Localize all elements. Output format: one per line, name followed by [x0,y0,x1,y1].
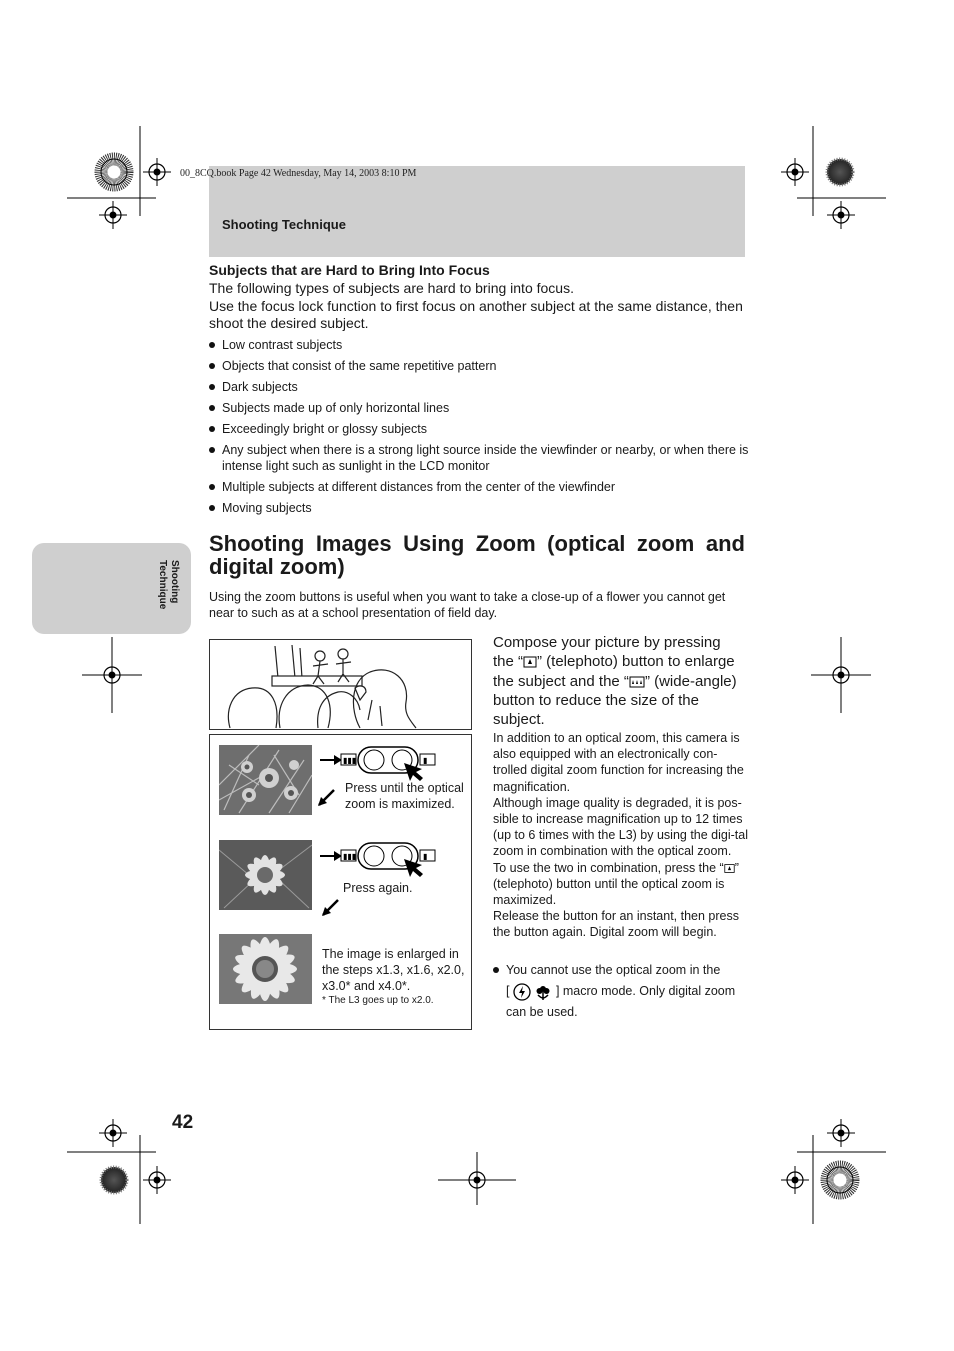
svg-text:▮: ▮ [423,756,428,765]
step1-caption: Press until the optical zoom is maximized. [345,781,464,811]
macro-note-text-c: ] macro mode. Only digital zoom can be used. [506,984,736,1019]
compose-paragraph [493,633,745,729]
page-number: 42 [172,1112,194,1133]
compose-text-2: ” (telephoto) button to enlarge the subject and the “ [493,653,735,690]
compose-text-1: Compose your picture by pressing the “ [493,634,721,671]
explanation-para-2: Although image quality is degraded, it is pos-sible to increase magnification up to 12 times (up to 6 times with the L3) by using the digi-tal zoom in combination with the optical zoom. [493,795,748,859]
flower-photo-digital [219,934,312,1004]
list-item: Objects that consist of the same repetitive pattern [209,358,754,374]
para3-text-b: ” (telephoto) button until the optical zoom is maximized. [493,860,739,908]
audience-illustration [209,639,472,730]
svg-text:▮▮▮: ▮▮▮ [343,756,357,765]
list-item: Dark subjects [209,379,754,395]
macro-flower-icon [534,983,552,1001]
para3-text-a: To use the two in combination, press the “ [493,860,724,875]
wide-angle-icon [629,675,645,689]
svg-text:▮▮▮: ▮▮▮ [343,852,357,861]
macro-note [493,960,745,1023]
focus-intro-line-1: The following types of subjects are hard to bring into focus. [209,280,574,296]
zoom-section-title: Shooting Images Using Zoom (optical zoom and digital zoom) [209,531,745,579]
flower-photo-tele [219,840,312,910]
list-item: Subjects made up of only horizontal lines [209,400,754,416]
side-tab-label: Shooting Technique [157,560,180,610]
compose-text-3: ” (wide-angle) button to reduce the size of the subject. [493,672,737,729]
focus-subheading: Subjects that are Hard to Bring Into Focus [209,262,490,278]
header-band [209,166,745,257]
telephoto-icon [523,655,537,669]
list-item: Moving subjects [209,500,754,516]
macro-note-text-a: You cannot use the optical zoom in the [506,963,721,977]
zoom-explanation [493,730,751,941]
list-item: Low contrast subjects [209,337,754,353]
explanation-para-3 [493,860,751,909]
file-info: 00_8CQ.book Page 42 Wednesday, May 14, 2003 8:10 PM [180,168,417,179]
step2-caption: Press again. [343,881,413,895]
zoom-steps-panel [209,734,472,1030]
macro-note-item [493,960,745,1023]
list-item: Any subject when there is a strong light source inside the viewfinder or nearby, or when there is intense light such as sunlight in the LCD monitor [209,442,754,474]
svg-text:▮: ▮ [423,852,428,861]
section-header-title: Shooting Technique [222,217,346,232]
explanation-para-4: Release the button for an instant, then press the button again. Digital zoom will begin. [493,909,739,940]
audience-drawing [210,640,471,729]
focus-intro [209,280,749,333]
list-item: Exceedingly bright or glossy subjects [209,421,754,437]
flower-photo-wide [219,745,312,815]
list-item: Multiple subjects at different distances from the center of the viewfinder [209,479,754,495]
focus-bullet-list [209,337,754,521]
bullet-dot [493,967,499,973]
telephoto-icon [724,863,735,874]
explanation-para-1: In addition to an optical zoom, this camera is also equipped with an electronically con-trolled digital zoom function for increasing the magnification. [493,731,744,794]
focus-intro-line-2: Use the focus lock function to first focus on another subject at the same distance, then shoot the desired subject. [209,297,743,331]
zoom-button-diagram-2 [318,839,468,917]
flash-off-icon [513,983,531,1001]
zoom-lead: Using the zoom buttons is useful when you want to take a close-up of a flower you cannot get near to such as at a school presentation of field day. [209,590,726,620]
step3-footnote: * The L3 goes up to x2.0. [322,995,434,1006]
step3-caption: The image is enlarged in the steps x1.3, x1.6, x2.0, x3.0* and x4.0*. [322,947,465,993]
macro-note-text-b: [ [506,984,510,998]
